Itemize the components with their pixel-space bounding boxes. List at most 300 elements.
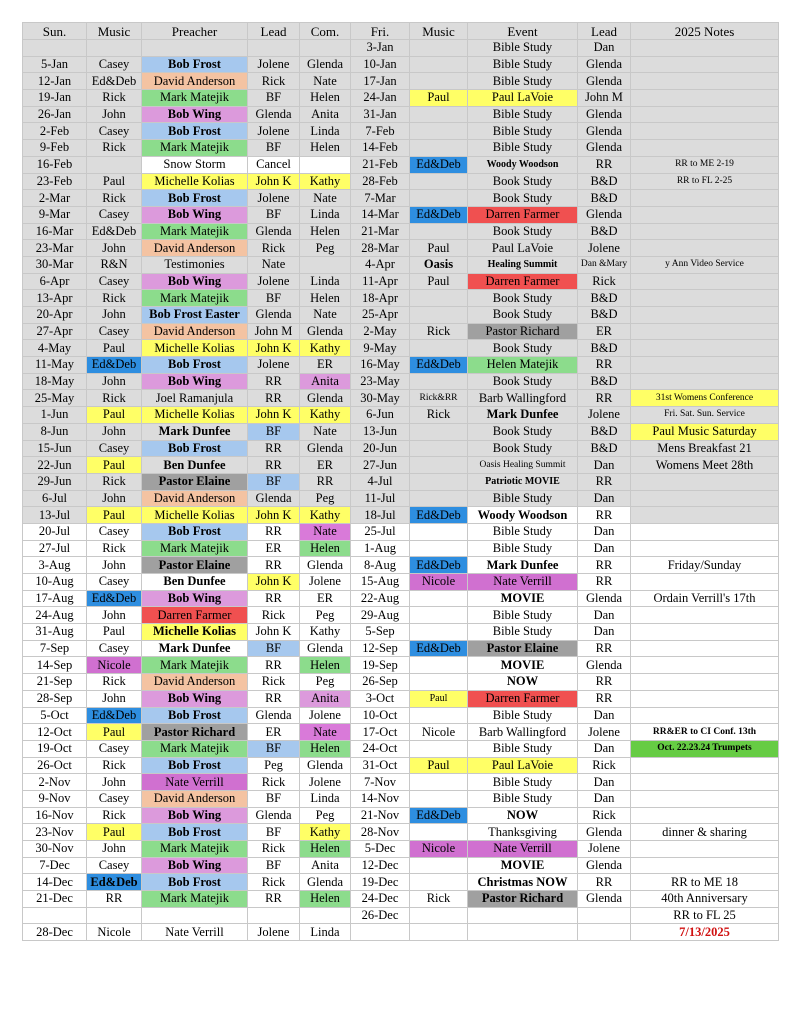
sun-lead-cell: Rick — [248, 874, 300, 891]
fri-lead-cell: Dan — [578, 774, 631, 791]
fri-lead-cell: Dan — [578, 624, 631, 641]
sun-lead-cell: Rick — [248, 240, 300, 257]
communion-cell: Linda — [300, 924, 351, 941]
communion-cell: Jolene — [300, 574, 351, 591]
fri-date-cell: 5-Dec — [351, 841, 410, 858]
sun-date-cell: 30-Mar — [23, 256, 87, 273]
fri-music-cell — [410, 123, 468, 140]
fri-lead-cell — [578, 924, 631, 941]
col-header-event: Event — [468, 23, 578, 40]
fri-date-cell: 23-May — [351, 373, 410, 390]
preacher-cell: Bob Frost — [142, 523, 248, 540]
fri-music-cell: Paul — [410, 273, 468, 290]
sun-lead-cell: RR — [248, 457, 300, 474]
communion-cell: Kathy — [300, 407, 351, 424]
event-cell: Bible Study — [468, 490, 578, 507]
fri-music-cell — [410, 423, 468, 440]
sun-lead-cell: RR — [248, 440, 300, 457]
schedule-row — [23, 523, 779, 540]
preacher-cell: Michelle Kolias — [142, 507, 248, 524]
sun-music-cell: Nicole — [87, 657, 142, 674]
schedule-row — [23, 373, 779, 390]
fri-music-cell: Rick&RR — [410, 390, 468, 407]
communion-cell: Helen — [300, 540, 351, 557]
sun-lead-cell: Glenda — [248, 223, 300, 240]
sun-music-cell: Paul — [87, 457, 142, 474]
event-cell: Pastor Elaine — [468, 640, 578, 657]
preacher-cell: Pastor Elaine — [142, 473, 248, 490]
communion-cell: Kathy — [300, 173, 351, 190]
schedule-row — [23, 223, 779, 240]
fri-date-cell: 9-May — [351, 340, 410, 357]
fri-date-cell: 25-Apr — [351, 307, 410, 324]
sun-date-cell: 9-Mar — [23, 206, 87, 223]
sun-music-cell: Casey — [87, 857, 142, 874]
sun-music-cell: Ed&Deb — [87, 223, 142, 240]
fri-music-cell — [410, 173, 468, 190]
note-cell: Paul Music Saturday — [631, 423, 779, 440]
sun-music-cell: Paul — [87, 340, 142, 357]
sun-music-cell: Casey — [87, 640, 142, 657]
sun-date-cell: 25-May — [23, 390, 87, 407]
fri-music-cell — [410, 790, 468, 807]
note-cell: dinner & sharing — [631, 824, 779, 841]
communion-cell — [300, 156, 351, 173]
fri-lead-cell: Glenda — [578, 106, 631, 123]
sun-lead-cell: Jolene — [248, 924, 300, 941]
fri-lead-cell: RR — [578, 507, 631, 524]
sun-lead-cell: Glenda — [248, 707, 300, 724]
fri-date-cell: 11-Jul — [351, 490, 410, 507]
fri-lead-cell: RR — [578, 574, 631, 591]
fri-music-cell — [410, 490, 468, 507]
communion-cell: Anita — [300, 857, 351, 874]
event-cell: Bible Study — [468, 607, 578, 624]
event-cell: Pastor Richard — [468, 323, 578, 340]
preacher-cell: Mark Matejik — [142, 290, 248, 307]
schedule-row — [23, 924, 779, 941]
note-cell: 7/13/2025 — [631, 924, 779, 941]
fri-music-cell — [410, 674, 468, 691]
preacher-cell: David Anderson — [142, 790, 248, 807]
communion-cell: Nate — [300, 73, 351, 90]
fri-music-cell — [410, 56, 468, 73]
schedule-row — [23, 624, 779, 641]
event-cell: Bible Study — [468, 523, 578, 540]
note-cell — [631, 640, 779, 657]
schedule-row — [23, 657, 779, 674]
schedule-row — [23, 106, 779, 123]
sun-music-cell: John — [87, 307, 142, 324]
sun-date-cell: 13-Apr — [23, 290, 87, 307]
sun-lead-cell: Rick — [248, 774, 300, 791]
sun-music-cell: Rick — [87, 140, 142, 157]
event-cell: Book Study — [468, 223, 578, 240]
preacher-cell: Snow Storm — [142, 156, 248, 173]
sun-date-cell: 30-Nov — [23, 841, 87, 858]
sun-date-cell: 22-Jun — [23, 457, 87, 474]
sun-date-cell: 27-Apr — [23, 323, 87, 340]
sun-music-cell: Paul — [87, 507, 142, 524]
schedule-row — [23, 557, 779, 574]
communion-cell: Jolene — [300, 774, 351, 791]
sun-lead-cell: Rick — [248, 607, 300, 624]
sun-date-cell: 1-Jun — [23, 407, 87, 424]
sun-lead-cell — [248, 907, 300, 924]
sun-lead-cell: Cancel — [248, 156, 300, 173]
sun-music-cell: Rick — [87, 807, 142, 824]
fri-music-cell: Rick — [410, 891, 468, 908]
event-cell: Darren Farmer — [468, 206, 578, 223]
fri-lead-cell: Dan — [578, 607, 631, 624]
fri-music-cell — [410, 307, 468, 324]
sun-date-cell: 8-Jun — [23, 423, 87, 440]
note-cell — [631, 574, 779, 591]
sun-music-cell: Rick — [87, 290, 142, 307]
preacher-cell: Bob Frost Easter — [142, 307, 248, 324]
fri-music-cell — [410, 290, 468, 307]
fri-date-cell: 1-Aug — [351, 540, 410, 557]
communion-cell: Glenda — [300, 757, 351, 774]
communion-cell: Peg — [300, 674, 351, 691]
fri-date-cell: 22-Aug — [351, 590, 410, 607]
schedule-row — [23, 590, 779, 607]
communion-cell: Anita — [300, 690, 351, 707]
event-cell: MOVIE — [468, 657, 578, 674]
sun-music-cell: Paul — [87, 173, 142, 190]
preacher-cell: Bob Frost — [142, 357, 248, 374]
sun-date-cell: 2-Nov — [23, 774, 87, 791]
event-cell: Paul LaVoie — [468, 90, 578, 107]
note-cell — [631, 473, 779, 490]
fri-lead-cell: B&D — [578, 173, 631, 190]
schedule-row — [23, 540, 779, 557]
sun-lead-cell: John K — [248, 574, 300, 591]
sun-music-cell: Casey — [87, 523, 142, 540]
event-cell: Helen Matejik — [468, 357, 578, 374]
event-cell: Bible Study — [468, 774, 578, 791]
sun-music-cell: Paul — [87, 624, 142, 641]
fri-date-cell: 28-Feb — [351, 173, 410, 190]
schedule-row — [23, 173, 779, 190]
fri-music-cell — [410, 774, 468, 791]
schedule-row — [23, 123, 779, 140]
sun-date-cell — [23, 40, 87, 57]
fri-lead-cell: B&D — [578, 340, 631, 357]
fri-lead-cell: Dan — [578, 540, 631, 557]
sun-music-cell: Casey — [87, 440, 142, 457]
note-cell: RR&ER to CI Conf. 13th — [631, 724, 779, 741]
note-cell — [631, 807, 779, 824]
fri-date-cell: 24-Oct — [351, 740, 410, 757]
communion-cell: Helen — [300, 290, 351, 307]
fri-date-cell: 7-Feb — [351, 123, 410, 140]
sun-date-cell: 12-Jan — [23, 73, 87, 90]
event-cell: Mark Dunfee — [468, 557, 578, 574]
sun-music-cell: Ed&Deb — [87, 707, 142, 724]
fri-lead-cell: RR — [578, 674, 631, 691]
schedule-row — [23, 907, 779, 924]
preacher-cell: Bob Frost — [142, 874, 248, 891]
event-cell: Nate Verrill — [468, 841, 578, 858]
preacher-cell: Bob Wing — [142, 690, 248, 707]
sun-music-cell: John — [87, 106, 142, 123]
fri-music-cell — [410, 106, 468, 123]
schedule-body — [23, 40, 779, 941]
schedule-row — [23, 607, 779, 624]
fri-music-cell — [410, 140, 468, 157]
preacher-cell: Testimonies — [142, 256, 248, 273]
schedule-row — [23, 273, 779, 290]
sun-lead-cell: BF — [248, 90, 300, 107]
sun-lead-cell: Rick — [248, 674, 300, 691]
sun-date-cell: 17-Aug — [23, 590, 87, 607]
sun-music-cell: John — [87, 423, 142, 440]
fri-date-cell: 18-Jul — [351, 507, 410, 524]
sun-lead-cell: RR — [248, 690, 300, 707]
sun-lead-cell: Glenda — [248, 106, 300, 123]
sun-lead-cell: ER — [248, 724, 300, 741]
event-cell: Book Study — [468, 440, 578, 457]
schedule-row — [23, 90, 779, 107]
event-cell: NOW — [468, 807, 578, 824]
communion-cell: Glenda — [300, 440, 351, 457]
fri-lead-cell: B&D — [578, 190, 631, 207]
col-header-sun-lead: Lead — [248, 23, 300, 40]
event-cell: Pastor Richard — [468, 891, 578, 908]
fri-lead-cell: B&D — [578, 373, 631, 390]
preacher-cell: Mark Matejik — [142, 540, 248, 557]
col-header-fri: Fri. — [351, 23, 410, 40]
sun-music-cell: RR — [87, 891, 142, 908]
schedule-row — [23, 206, 779, 223]
preacher-cell: Bob Frost — [142, 56, 248, 73]
sun-date-cell: 2-Mar — [23, 190, 87, 207]
preacher-cell: Bob Frost — [142, 123, 248, 140]
fri-date-cell: 20-Jun — [351, 440, 410, 457]
preacher-cell: Darren Farmer — [142, 607, 248, 624]
preacher-cell: Nate Verrill — [142, 774, 248, 791]
event-cell: Woody Woodson — [468, 507, 578, 524]
sun-date-cell: 29-Jun — [23, 473, 87, 490]
fri-music-cell — [410, 657, 468, 674]
sun-lead-cell: BF — [248, 790, 300, 807]
fri-music-cell — [410, 523, 468, 540]
fri-lead-cell: Dan — [578, 523, 631, 540]
fri-date-cell: 15-Aug — [351, 574, 410, 591]
sun-date-cell: 4-May — [23, 340, 87, 357]
sun-lead-cell: BF — [248, 740, 300, 757]
fri-lead-cell: John M — [578, 90, 631, 107]
preacher-cell: Mark Matejik — [142, 140, 248, 157]
fri-date-cell: 2-May — [351, 323, 410, 340]
event-cell: Book Study — [468, 340, 578, 357]
communion-cell: ER — [300, 357, 351, 374]
communion-cell: RR — [300, 473, 351, 490]
fri-music-cell: Ed&Deb — [410, 206, 468, 223]
communion-cell: Helen — [300, 657, 351, 674]
fri-music-cell: Ed&Deb — [410, 557, 468, 574]
communion-cell: Helen — [300, 841, 351, 858]
communion-cell: Nate — [300, 307, 351, 324]
sun-music-cell: Nicole — [87, 924, 142, 941]
preacher-cell: Bob Frost — [142, 824, 248, 841]
sun-date-cell: 7-Sep — [23, 640, 87, 657]
fri-date-cell: 14-Mar — [351, 206, 410, 223]
schedule-row — [23, 340, 779, 357]
communion-cell — [300, 40, 351, 57]
col-header-notes: 2025 Notes — [631, 23, 779, 40]
note-cell — [631, 106, 779, 123]
event-cell: MOVIE — [468, 590, 578, 607]
fri-date-cell: 3-Oct — [351, 690, 410, 707]
sun-date-cell: 5-Oct — [23, 707, 87, 724]
fri-music-cell — [410, 924, 468, 941]
event-cell: Bible Study — [468, 40, 578, 57]
fri-music-cell — [410, 73, 468, 90]
fri-date-cell: 4-Apr — [351, 256, 410, 273]
fri-lead-cell: RR — [578, 390, 631, 407]
sun-date-cell: 14-Dec — [23, 874, 87, 891]
event-cell: Book Study — [468, 373, 578, 390]
sun-date-cell: 18-May — [23, 373, 87, 390]
sun-music-cell: Paul — [87, 724, 142, 741]
fri-date-cell: 11-Apr — [351, 273, 410, 290]
fri-music-cell: Ed&Deb — [410, 807, 468, 824]
schedule-row — [23, 423, 779, 440]
sun-music-cell: Casey — [87, 790, 142, 807]
fri-lead-cell: B&D — [578, 223, 631, 240]
fri-lead-cell: RR — [578, 557, 631, 574]
preacher-cell: David Anderson — [142, 240, 248, 257]
preacher-cell: Pastor Richard — [142, 724, 248, 741]
fri-date-cell: 8-Aug — [351, 557, 410, 574]
fri-music-cell — [410, 340, 468, 357]
fri-date-cell: 21-Mar — [351, 223, 410, 240]
schedule-row — [23, 473, 779, 490]
note-cell — [631, 40, 779, 57]
sun-music-cell: Rick — [87, 757, 142, 774]
event-cell: Darren Farmer — [468, 690, 578, 707]
fri-music-cell: Rick — [410, 407, 468, 424]
schedule-row — [23, 256, 779, 273]
sun-date-cell: 7-Dec — [23, 857, 87, 874]
fri-music-cell — [410, 440, 468, 457]
preacher-cell: Nate Verrill — [142, 924, 248, 941]
preacher-cell: David Anderson — [142, 674, 248, 691]
note-cell — [631, 323, 779, 340]
event-cell: Oasis Healing Summit — [468, 457, 578, 474]
preacher-cell: Bob Wing — [142, 807, 248, 824]
note-cell — [631, 73, 779, 90]
communion-cell: Linda — [300, 206, 351, 223]
fri-date-cell: 24-Dec — [351, 891, 410, 908]
sun-date-cell: 26-Oct — [23, 757, 87, 774]
fri-lead-cell: RR — [578, 640, 631, 657]
fri-music-cell: Nicole — [410, 841, 468, 858]
event-cell: Book Study — [468, 190, 578, 207]
fri-date-cell: 5-Sep — [351, 624, 410, 641]
note-cell: y Ann Video Service — [631, 256, 779, 273]
schedule-row — [23, 874, 779, 891]
sun-date-cell: 2-Feb — [23, 123, 87, 140]
sun-lead-cell: Peg — [248, 757, 300, 774]
fri-lead-cell: B&D — [578, 307, 631, 324]
fri-date-cell: 28-Mar — [351, 240, 410, 257]
fri-lead-cell: RR — [578, 874, 631, 891]
schedule-row — [23, 156, 779, 173]
preacher-cell: David Anderson — [142, 73, 248, 90]
event-cell: Barb Wallingford — [468, 390, 578, 407]
fri-music-cell: Nicole — [410, 574, 468, 591]
fri-lead-cell: Dan &Mary — [578, 256, 631, 273]
note-cell — [631, 857, 779, 874]
fri-lead-cell: Dan — [578, 457, 631, 474]
schedule-row — [23, 640, 779, 657]
fri-date-cell: 10-Oct — [351, 707, 410, 724]
note-cell — [631, 307, 779, 324]
fri-music-cell — [410, 740, 468, 757]
event-cell: Bible Study — [468, 106, 578, 123]
sun-date-cell: 21-Sep — [23, 674, 87, 691]
sun-date-cell: 27-Jul — [23, 540, 87, 557]
preacher-cell: Mark Dunfee — [142, 640, 248, 657]
sun-music-cell: Rick — [87, 540, 142, 557]
preacher-cell: Bob Frost — [142, 707, 248, 724]
fri-date-cell: 12-Dec — [351, 857, 410, 874]
preacher-cell: Bob Frost — [142, 440, 248, 457]
communion-cell: Jolene — [300, 707, 351, 724]
preacher-cell: Mark Matejik — [142, 223, 248, 240]
sun-date-cell: 23-Nov — [23, 824, 87, 841]
preacher-cell: Mark Matejik — [142, 657, 248, 674]
event-cell: Book Study — [468, 173, 578, 190]
preacher-cell: Bob Wing — [142, 857, 248, 874]
communion-cell: Glenda — [300, 390, 351, 407]
schedule-row — [23, 824, 779, 841]
fri-lead-cell: RR — [578, 690, 631, 707]
fri-date-cell: 21-Nov — [351, 807, 410, 824]
preacher-cell — [142, 40, 248, 57]
event-cell: Bible Study — [468, 56, 578, 73]
sun-lead-cell: Rick — [248, 73, 300, 90]
fri-music-cell: Paul — [410, 690, 468, 707]
fri-music-cell — [410, 590, 468, 607]
fri-date-cell: 26-Sep — [351, 674, 410, 691]
schedule-row — [23, 574, 779, 591]
col-header-preacher: Preacher — [142, 23, 248, 40]
event-cell: Bible Study — [468, 140, 578, 157]
event-cell: Bible Study — [468, 707, 578, 724]
communion-cell: Kathy — [300, 507, 351, 524]
communion-cell: Peg — [300, 607, 351, 624]
event-cell: Thanksgiving — [468, 824, 578, 841]
fri-music-cell — [410, 473, 468, 490]
note-cell — [631, 206, 779, 223]
sun-date-cell: 26-Jan — [23, 106, 87, 123]
communion-cell: Glenda — [300, 323, 351, 340]
schedule-row — [23, 857, 779, 874]
sun-lead-cell: RR — [248, 891, 300, 908]
schedule-row — [23, 690, 779, 707]
fri-date-cell: 3-Jan — [351, 40, 410, 57]
communion-cell: Kathy — [300, 340, 351, 357]
fri-date-cell — [351, 924, 410, 941]
fri-lead-cell: Glenda — [578, 73, 631, 90]
fri-lead-cell: Jolene — [578, 724, 631, 741]
sun-date-cell: 16-Nov — [23, 807, 87, 824]
fri-music-cell — [410, 624, 468, 641]
